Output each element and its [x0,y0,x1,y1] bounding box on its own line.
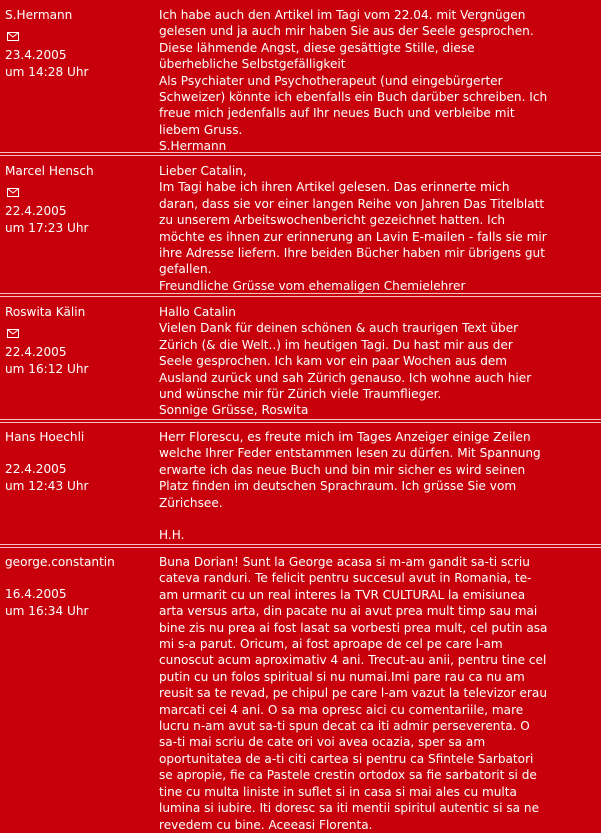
message-line: gefallen. [159,262,212,277]
entry-time: um 16:12 Uhr [5,361,89,376]
message-line: gelesen und ja auch mir haben Sie aus der Seele gesprochen. [159,24,534,39]
message-line: Schweizer) könnte ich ebenfalls ein Buch darüber schreiben. Ich [159,90,548,105]
message-line: mi s-a parut. Oricum, ai fost aproape de cel pe care l-am [159,637,503,652]
message-line: Sonnige Grüsse, Roswita [159,403,309,418]
message-line: daran, dass sie vor einer langen Reihe von Jahren Das Titelblatt [159,196,545,211]
message-line: cateva randuri. Te felicit pentru succesul avut in Romania, te- [159,571,532,586]
message-line: Zürichsee. [159,495,223,510]
message-line: tine cu multa liniste in suflet si in casa si mai ales cu multa [159,784,517,799]
guestbook-entry [0,548,601,833]
message-line: bine zis nu prea ai fost lasat sa vorbesti prea mult, cel putin asa [159,620,548,635]
entry-meta [0,7,159,156]
message-line: Diese lähmende Angst, diese gesättigte Stille, diese [159,40,475,55]
message-line: Hallo Catalin [159,305,236,319]
message-line: oportunitatea de a-ti citi cartea si pentru ca Sfintele Sarbatori [159,751,534,766]
message-line: sa-ti mai scriu de cate ori voi avea ocazia, sper sa am [159,735,486,750]
email-icon[interactable] [7,188,19,197]
entry-meta [0,429,159,548]
message-line: Platz finden im deutschen Sprachraum. Ich grüsse Sie vom [159,479,517,494]
author-name: Hans Hoechli [5,430,85,444]
author-name: Roswita Kälin [5,305,86,319]
guestbook-entry [0,156,601,297]
email-icon[interactable] [7,32,19,41]
entry-date: 16.4.2005 [5,587,67,602]
entry-meta [0,304,159,423]
message-line: putin cu un folos spiritual si nu numai.Imi pare rau ca nu am [159,669,525,684]
message-line: erwarte ich das neue Buch und bin mir sicher es wird seinen [159,462,526,477]
entry-time: um 16:34 Uhr [5,603,89,618]
message-line: arta versus arta, din pacate nu ai avut prea mult timp sau mai [159,604,538,619]
message-line: ihre Adresse liefern. Ihre beiden Bücher haben mir übrigens gut [159,246,545,261]
entry-time: um 12:43 Uhr [5,478,89,493]
message-line: Vielen Dank für deinen schönen & auch traurigen Text über [159,321,519,336]
spacer [5,570,159,586]
message-line: Herr Florescu, es freute mich im Tages Anzeiger einige Zeilen [159,430,531,444]
message-line: Ich habe auch den Artikel im Tagi vom 22.04. mit Vergnügen [159,8,526,22]
guestbook-entry [0,297,601,423]
message-line: Freundliche Grüsse vom ehemaligen Chemielehrer [159,278,466,293]
entry-time: um 17:23 Uhr [5,220,89,235]
message-line: se apropie, fie ca Pastele crestin ortodox sa fie sarbatorit si de [159,768,537,783]
entry-time: um 14:28 Uhr [5,64,89,79]
message-line: Buna Dorian! Sunt la George acasa si m-am gandit sa-ti scriu [159,555,530,569]
entry-date: 22.4.2005 [5,204,67,219]
entry-meta [0,554,159,833]
message-line: Seele gesprochen. Ich kam vor ein paar Wochen aus dem [159,354,508,369]
message-line: Ausland zurück und sah Zürich genauso. Ich wohne auch hier [159,370,532,385]
entry-date: 22.4.2005 [5,462,67,477]
message-line: lucru n-am avut sa-ti spun decat ca iti admir perseverenta. O [159,719,530,734]
email-icon[interactable] [7,329,19,338]
message-line: marcati cei 4 ani. O sa ma opresc aici cu comentariile, mare [159,702,524,717]
message-line: S.Hermann [159,139,227,154]
entry-date: 23.4.2005 [5,48,67,63]
message-line: lumina si iubire. Iti doresc sa iti mentii spiritul autentic si sa ne [159,801,540,816]
author-name: Marcel Hensch [5,164,94,178]
message-line: reusit sa te revad, pe chipul pe care l-am vazut la televizor erau [159,686,548,701]
entry-message [159,429,591,548]
entry-message [159,7,591,156]
message-line: möchte es ihnen zur erinnerung an Lavin E-mailen - falls sie mir [159,229,547,244]
message-line: überhebliche Selbstgefälligkeit [159,57,346,72]
entry-message [159,304,591,423]
entry-message [159,554,591,833]
message-line: zu unserem Arbeitswochenbericht gezeichnet hatten. Ich [159,213,506,228]
message-line: Im Tagi habe ich ihren Artikel gelesen. Das erinnerte mich [159,180,510,195]
message-line: freue mich jedenfalls auf Ihr neues Buch und verbleibe mit [159,106,515,121]
spacer [5,445,159,461]
entry-date: 22.4.2005 [5,345,67,360]
message-line: Lieber Catalin, [159,164,247,178]
author-name: S.Hermann [5,8,73,22]
blank-line [159,511,591,527]
entry-message [159,163,591,297]
message-line: Als Psychiater und Psychotherapeut (und eingebürgerter [159,73,503,88]
author-name: george.constantin [5,555,115,569]
message-line: am urmarit cu un real interes la TVR CULTURAL la emisiunea [159,587,526,602]
entry-meta [0,163,159,297]
message-line: liebem Gruss. [159,122,243,137]
guestbook-entry [0,423,601,548]
message-line: revedem cu bine. Aceeasi Florenta. [159,817,373,832]
message-line: welche Ihrer Feder entstammen lesen zu dürfen. Mit Spannung [159,446,541,461]
message-line: Zürich (& die Welt..) im heutigen Tagi. Du hast mir aus der [159,337,513,352]
message-line: und wünsche mir für Zürich viele Traumflieger. [159,387,442,402]
guestbook-entry [0,0,601,156]
message-line: cunoscut acum aproximativ 4 ani. Trecut-au anii, pentru tine cel [159,653,547,668]
message-line: H.H. [159,528,185,543]
